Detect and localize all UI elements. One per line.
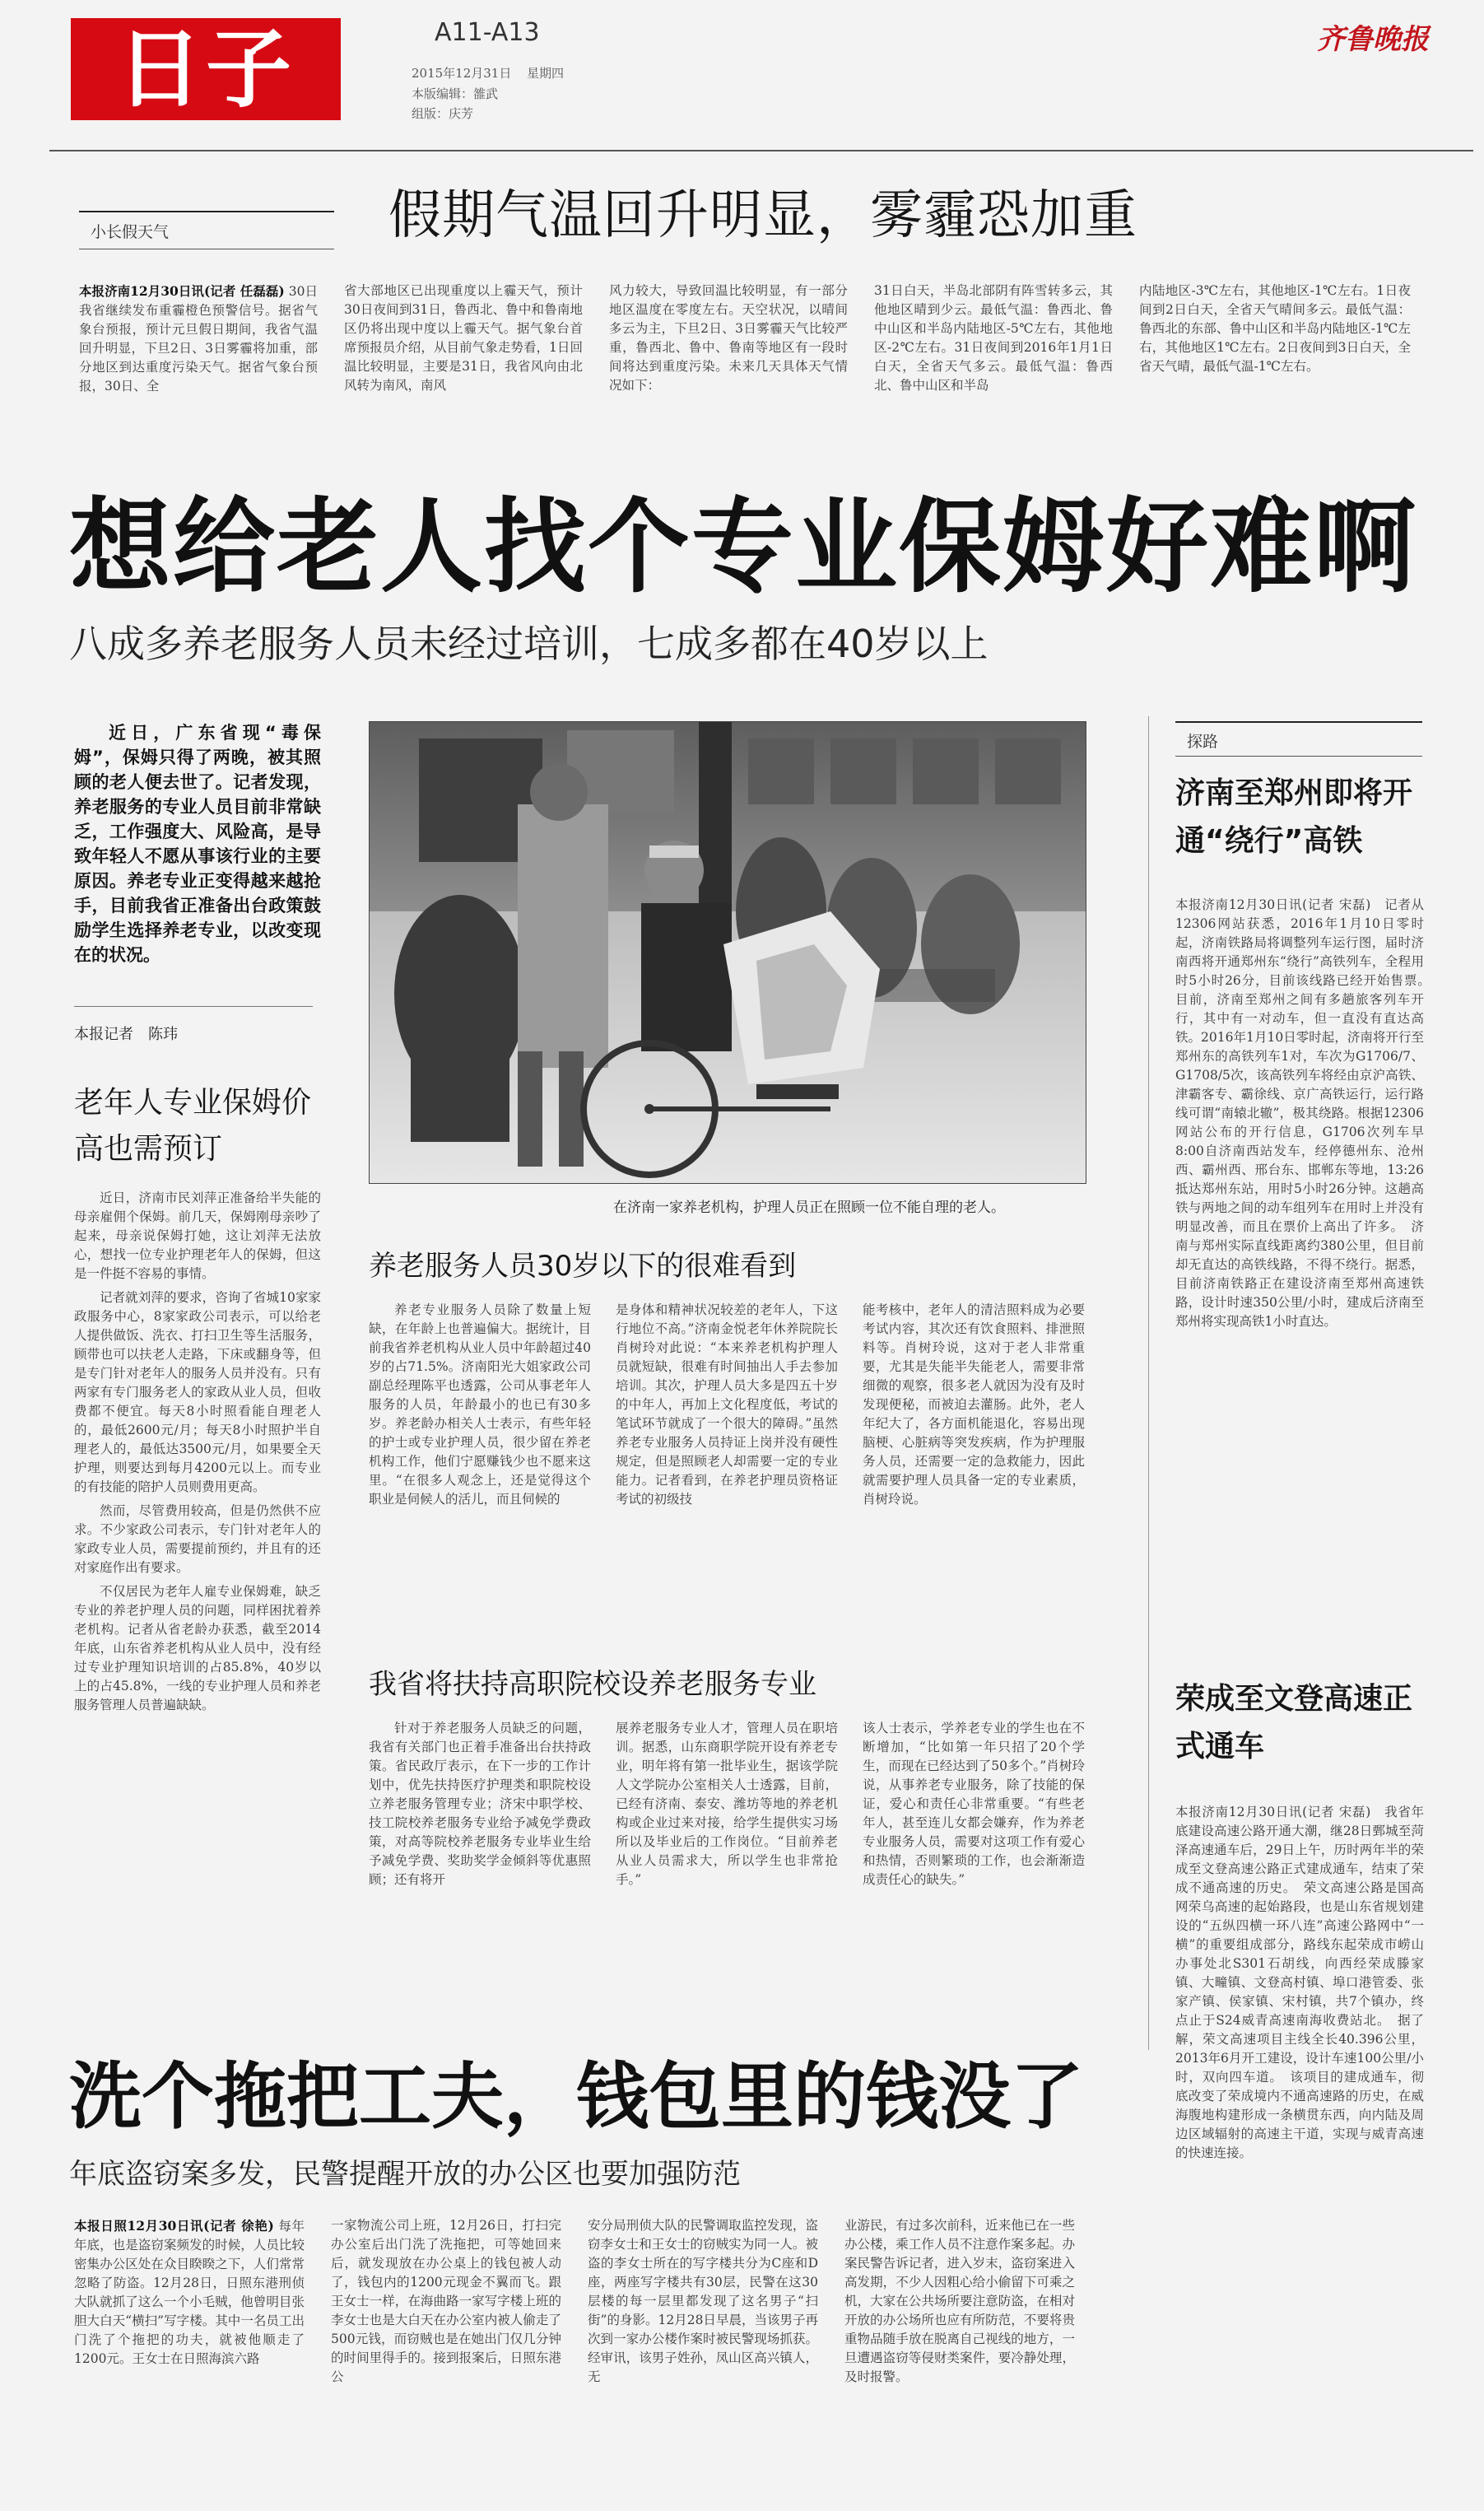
weather-col-1: 本报济南12月30日讯(记者 任磊磊) 30日我省继续发布重霾橙色预警信号。据省气象台预报，预计元旦假日期间，我省气温回升明显，下旦2日、3日雾霾将加重，部分地区到达重度污染天气。据省气象台预报，30日、全	[79, 283, 318, 394]
sub2-col-1: 养老专业服务人员除了数量上短缺，在年龄上也普遍偏大。据统计，目前我省养老机构从业人员中年龄超过40岁的占71.5%。济南阳光大姐家政公司副总经理陈平也透露，公司从事老年人服务的人员，年龄最小的也已有30多岁。养老龄办相关人士表示，有些年轻的护士或专业护理人员，很少留在养老机构工作，他们宁愿赚钱少也不愿来这里。“在很多人观念上，还是觉得这个职业是伺候人的活儿，而且伺候的	[369, 1302, 591, 1507]
sub1-title: 老年人专业保姆价高也需预订	[74, 1086, 312, 1166]
theft-col-3: 安分局刑侦大队的民警调取监控发现，盗窃李女士和王女士的窃贼实为同一人。被盗的李女士所在的写字楼共分为C座和D座，两座写字楼共有30层，民警在这30层楼的每一层里都发现了这名男子“扫街”的身影。12月28日早晨，当该男子再次到一家办公楼作案时被民警现场抓获。经审讯，该男子姓孙，凤山区高兴镇人，无	[588, 2218, 818, 2384]
main-subhead: 八成多养老服务人员未经过培训，七成多都在40岁以上	[69, 622, 989, 666]
sub3-col-2: 展养老服务专业人才，管理人员在职培训。据悉，山东商职学院开设有养老专业，明年将有第一批毕业生，据该学院人文学院办公室相关人士透露，目前，已经有济南、泰安、潍坊等地的养老机构或企业过来对接，给学生提供实习场所以及毕业后的工作岗位。“目前养老从业人员需求大，所以学生也非常抢手。”	[616, 1721, 838, 1887]
page-layout-credit: 组版：庆芳	[412, 106, 474, 121]
theft-headline: 洗个拖把工夫，钱包里的钱没了	[69, 2054, 1084, 2139]
sub2-col-2: 是身体和精神状况较差的老年人，下这行地位不高。”济南金悦老年休养院院长肖树玲对此说：“本来养老机构护理人员就短缺，很难有时间抽出人手去参加培训。其次，护理人员大多是四五十岁的中年人，再加上文化程度低，考试的笔试环节就成了一个很大的障碍。”虽然养老专业服务人员持证上岗并没有硬性规定，但是照顾老人却需要一定的专业能力。记者看到，在养老护理员资格证考试的初级技	[616, 1302, 838, 1507]
page-editor: 本版编辑：雒武	[412, 86, 499, 101]
newspaper-logo: 齐鲁晚报	[1317, 23, 1429, 56]
sidebar-tag: 探路	[1187, 733, 1219, 751]
photo-caption: 在济南一家养老机构，护理人员正在照顾一位不能自理的老人。	[613, 1200, 1005, 1216]
weather-col-3: 风力较大，导致回温比较明显，有一部分地区温度在零度左右。天空状况，以晴间多云为主，下旦2日、3日雾霾天气比较严重，鲁西北、鲁中、鲁南等地区有一段时间将达到重度污染。未来几天具体天气情况如下：	[609, 283, 848, 393]
sidebar-story1-title: 济南至郑州即将开通“绕行”高铁	[1175, 776, 1413, 858]
photo-illustration	[370, 722, 1086, 1183]
sub3-col-1: 针对于养老服务人员缺乏的问题，我省有关部门也正着手准备出台扶持政策。省民政厅表示，在下一步的工作计划中，优先扶持医疗护理类和职院校设立养老服务管理专业；济宋中职学校、技工院校养老服务专业给予减免学费政策，对高等院校养老服务专业毕业生给予减免学费、奖助奖学金倾斜等优惠照顾；还有将开	[369, 1721, 591, 1887]
theft-col-4: 业游民，有过多次前科，近来他已在一些办公楼，乘工作人员不注意作案多起。办案民警告诉记者，进入岁末，盗窃案进入高发期，不少人因粗心给小偷留下可乘之机，大家在公共场所要注意防盗，在相对开放的办公场所也应有所防范，不要将贵重物品随手放在脱离自己视线的地方，一旦遭遇盗窃等侵财类案件，要冷静处理，及时报警。	[844, 2218, 1075, 2384]
sub2-title: 养老服务人员30岁以下的很难看到	[369, 1250, 797, 1283]
weather-col-2: 省大部地区已出现重度以上霾天气，预计30日夜间到31日，鲁西北、鲁中和鲁南地区仍将出现中度以上霾天气。据气象台首席预报员介绍，从目前气象走势看，1日回温比较明显，主要是31日，我省风向由北风转为南风，南风	[344, 283, 583, 393]
page-range: A11-A13	[435, 18, 540, 47]
theft-col-1: 本报日照12月30日讯(记者 徐艳) 每年年底，也是盗窃案频发的时候，人员比较密集办公区处在众目睽睽之下，人们常常忽略了防盗。12月28日，日照东港刑侦大队就抓了这么一个小毛贼，他曾明目张胆大白天“横扫”写字楼。其中一名员工出门洗了个拖把的功夫，就被他顺走了1200元。王女士在日照海滨六路	[74, 2218, 305, 2366]
theft-byline: 本报日照12月30日讯(记者 徐艳)	[74, 2218, 274, 2234]
weather-col-4: 31日白天，半岛北部阴有阵雪转多云，其他地区晴到少云。最低气温：鲁西北、鲁中山区和半岛内陆地区-5℃左右，其他地区-2℃左右。31日夜间到2016年1月1日白天，全省天气多云。最低气温：鲁西北、鲁中山区和半岛	[874, 283, 1113, 393]
issue-weekday: 星期四	[527, 66, 565, 81]
main-lead: 近日，广东省现“毒保姆”，保姆只得了两晚，被其照顾的老人便去世了。记者发现，养老服务的专业人员目前非常缺乏，工作强度大、风险高，是导致年轻人不愿从事该行业的主要原因。养老专业正变得越来越抢手，目前我省正准备出台政策鼓励学生选择养老专业，以改变现在的状况。	[74, 723, 321, 965]
sub1-body	[74, 1189, 321, 2020]
theft-col-2: 一家物流公司上班，12月26日，打扫完办公室后出门洗了洗拖把，可等她回来后，就发现放在办公桌上的钱包被人动了，钱包内的1200元现金不翼而飞。跟王女士一样，在海曲路一家写字楼上班的李女士也是大白天在办公室内被人偷走了500元钱，而窃贼也是在她出门仅几分钟的时间里得手的。接到报案后，日照东港公	[331, 2218, 561, 2384]
nursing-home-photo	[369, 721, 1086, 1184]
weather-headline: 假期气温回升明显，雾霾恐加重	[388, 185, 1137, 246]
masthead-text: 日子	[116, 19, 295, 119]
paragraph: 然而，尽管费用较高，但是仍然供不应求。不少家政公司表示，专门针对老年人的家政专业人员，需要提前预约，并且有的还对家庭作出有要求。	[74, 1503, 321, 1575]
paragraph: 不仅居民为老年人雇专业保姆难，缺乏专业的养老护理人员的问题，同样困扰着养老机构。记者从省老龄办获悉，截至2014年底，山东省养老机构从业人员中，没有经过专业护理知识培训的占85.8%，40岁以上的占45.8%，一线的专业护理人员和养老服务管理人员普遍缺缺。	[74, 1584, 321, 1712]
paragraph: 记者就刘萍的要求，咨询了省城10家家政服务中心，8家家政公司表示，可以给老人提供做饭、洗衣、打扫卫生等生活服务，顾带也可以扶老人走路，下床或翻身等，但是专门针对老年人的服务人员并没有。只有两家有专门服务老人的家政从业人员，但收费都不便宜。每天8小时照看能自理老人的，最低2600元/月；每天8小时照护半自理老人的，最低达3500元/月，如果要全天护理，则要达到每月4200元以上。而专业的有技能的陪护人员则费用更高。	[74, 1290, 321, 1494]
sidebar-tag-box	[1175, 721, 1422, 757]
weather-tag-box	[79, 211, 334, 249]
sidebar-story1-body: 本报济南12月30日讯(记者 宋磊) 记者从12306网站获悉，2016年1月10日零时起，济南铁路局将调整列车运行图，届时济南西将开通郑州东“绕行”高铁列车，全程用时5小时26分，目前该线路已经开始售票。 目前，济南至郑州之间有多趟旅客列车开行，其中有一对动车，但一直没有直达高铁。2016年1月10日零时起，济南将开行至郑州东的高铁列车1对，车次为G1706/7、G1708/5次，该高铁列车将经由京沪高铁、津霸客专、霸徐线、京广高铁运行，运行路线可谓“南辕北辙”，极其绕路。根据12306网站公布的开行信息，G1706次列车早8:00自济南西站发车，经停德州东、沧州西、霸州西、邢台东、邯郸东等地，13:26抵达郑州东站，用时5小时26分钟。这趟高铁与两地之间的动车组列车在用时上并没有明显改善，而且在票价上高出了许多。 济南与郑州实际直线距离约380公里，但目前却无直达的高铁线路，不得不绕行。据悉，目前济南铁路正在建设济南至郑州高速铁路，设计时速350公里/小时，建成后济南至郑州将实现高铁1小时直达。	[1175, 897, 1437, 1329]
lead-divider	[74, 1006, 313, 1007]
weather-tag: 小长假天气	[91, 223, 170, 241]
sub3-col-3: 该人士表示，学养老专业的学生也在不断增加，“比如第一年只招了20个学生，而现在已经达到了50多个。”肖树玲说，从事养老专业服务，除了技能的保证，爱心和责任心非常重要。“有些老年人，甚至连儿女都会嫌弃，作为养老专业服务人员，需要对这项工作有爱心和热情，否则繁琐的工作，也会渐渐造成责任心的缺失。”	[863, 1721, 1085, 1887]
paragraph: 近日，济南市民刘萍正准备给半失能的母亲雇佣个保姆。前几天，保姆刚母亲吵了起来，母亲说保姆打她，这让刘萍无法放心，想找一位专业护理老年人的保姆，但这是一件挺不容易的事情。	[74, 1190, 321, 1281]
issue-date: 2015年12月31日	[412, 66, 512, 81]
sidebar-story2-body: 本报济南12月30日讯(记者 宋磊) 我省年底建设高速公路开通大潮，继28日鄄城至菏泽高速通车后，29日上午，历时两年半的荣成至文登高速公路正式建成通车，结束了荣成不通高速的历史。 荣文高速公路是国高网荣乌高速的起始路段，也是山东省规划建设的“五纵四横一环八连”高速公路网中“一横”的重要组成部分，路线东起荣成市崂山办事处北S301石胡线，向西经荣成滕家镇、大疃镇、文登高村镇、埠口港管委、张家产镇、侯家镇、宋村镇，共7个镇办，终点止于S24威青高速南海收费站北。 据了解，荣文高速项目主线全长40.396公里，2013年6月开工建设，设计车速100公里/小时，双向四车道。 该项目的建成通车，彻底改变了荣成境内不通高速路的历史，在威海腹地构建形成一条横贯东西，向内陆及周边区域辐射的高速主干道，实现与威青高速的快速连接。	[1175, 1805, 1424, 2160]
main-headline: 想给老人找个专业保姆好难啊	[69, 488, 1418, 607]
weather-col-5: 内陆地区-3℃左右，其他地区-1℃左右。1日夜间到2日白天，全省天气晴间多云。最低气温：鲁西北的东部、鲁中山区和半岛内陆地区-1℃左右，其他地区1℃左右。2日夜间到3日白天，全省天气晴，最低气温-1℃左右。	[1139, 283, 1411, 374]
weather-byline: 本报济南12月30日讯(记者 任磊磊)	[79, 283, 285, 299]
main-reporter: 本报记者 陈玮	[74, 1026, 178, 1043]
theft-subhead: 年底盗窃案多发，民警提醒开放的办公区也要加强防范	[69, 2158, 741, 2191]
sidebar-story2-title: 荣成至文登高速正式通车	[1175, 1682, 1413, 1763]
header-divider	[49, 150, 1473, 151]
sidebar-divider	[1148, 716, 1149, 2050]
masthead-logo	[71, 18, 341, 120]
sub3-title: 我省将扶持高职院校设养老服务专业	[369, 1668, 816, 1701]
sub2-col-3: 能考核中，老年人的清洁照料成为必要考试内容，其次还有饮食照料、排泄照料等。肖树玲说，这对于老人非常重要，尤其是失能半失能老人，需要非常细微的观察，很多老人就因为没有及时发现便秘，而被迫去灌肠。此外，老人年纪大了，各方面机能退化，容易出现脑梗、心脏病等突发疾病，作为护理服务人员，还需要一定的急救能力，因此就需要护理人员具备一定的专业素质，肖树玲说。	[863, 1302, 1085, 1507]
